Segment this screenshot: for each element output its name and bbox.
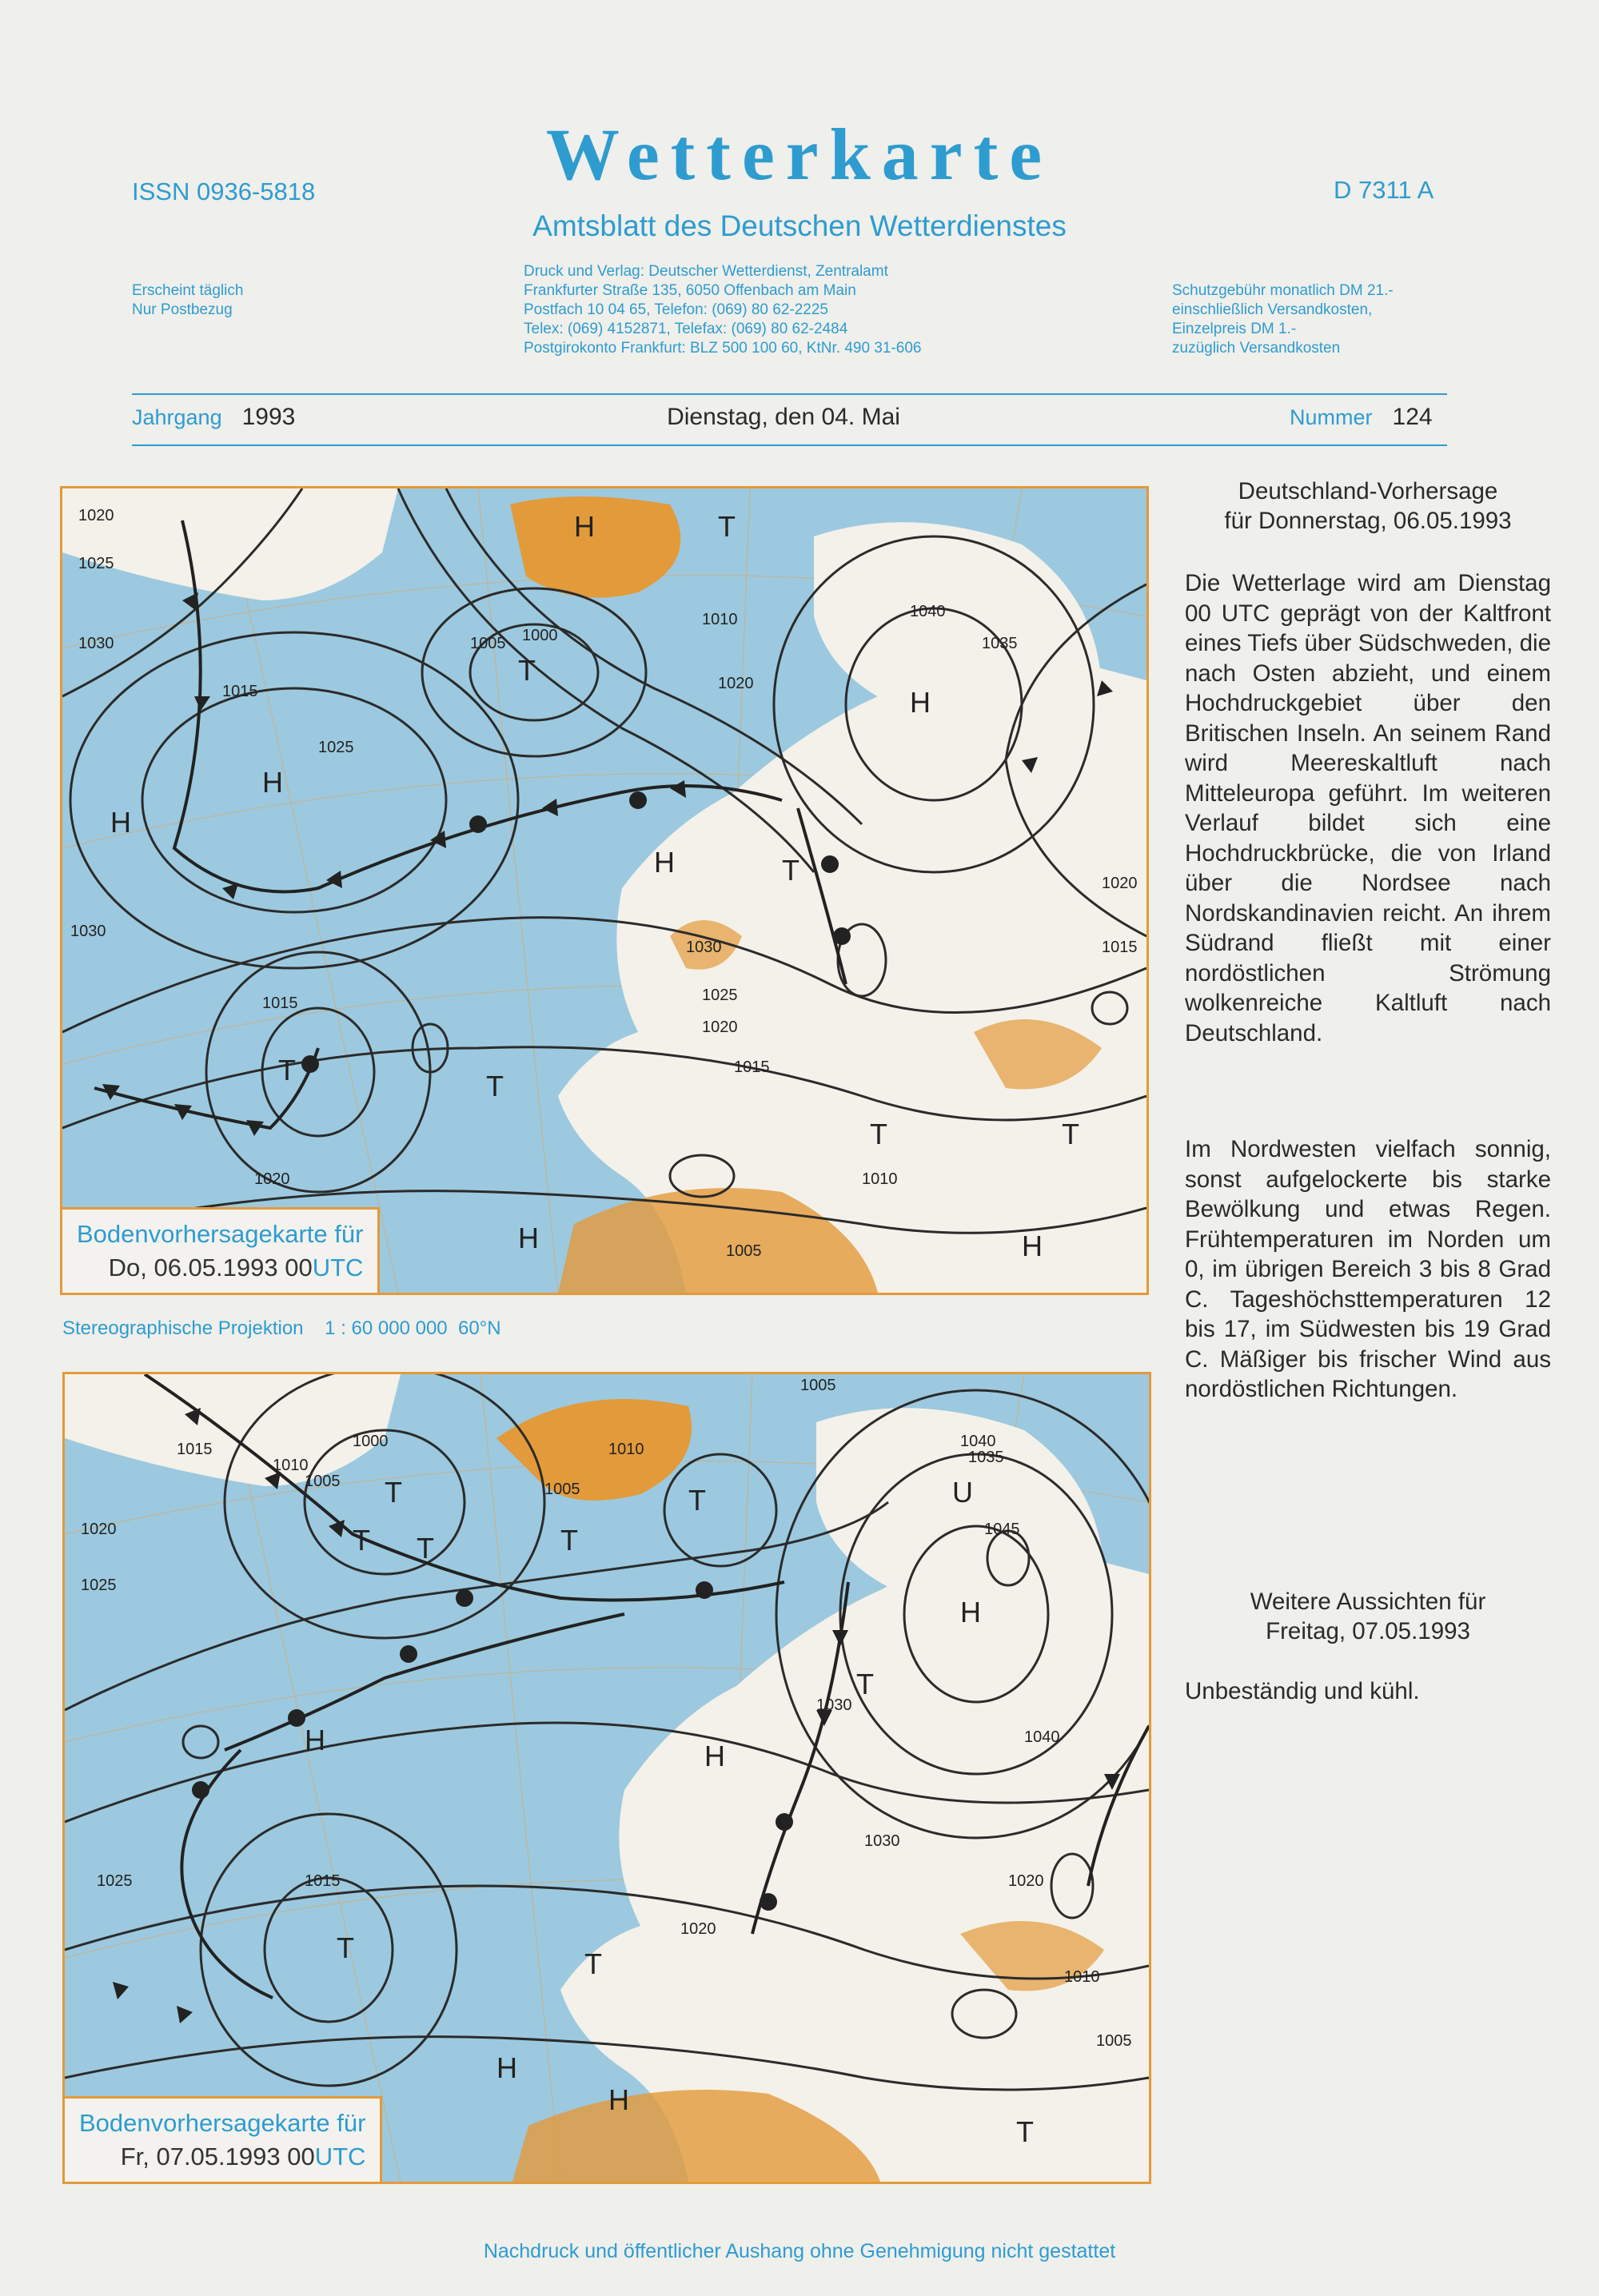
map-2-caption-title: Bodenvorhersagekarte für — [79, 2109, 366, 2137]
fee-line: Einzelpreis DM 1.- — [1172, 321, 1297, 337]
postal-code: D 7311 A — [1334, 176, 1434, 204]
svg-text:T: T — [870, 1118, 887, 1150]
svg-text:1020: 1020 — [254, 1170, 290, 1188]
svg-text:1015: 1015 — [1102, 939, 1138, 956]
svg-text:1000: 1000 — [353, 1433, 389, 1450]
svg-text:T: T — [518, 654, 536, 687]
map-2-caption — [65, 2096, 382, 2182]
number-field — [1290, 404, 1433, 431]
svg-text:1005: 1005 — [544, 1481, 580, 1498]
svg-text:1015: 1015 — [177, 1441, 213, 1458]
svg-text:H: H — [496, 2051, 517, 2084]
publisher-line: Postfach 10 04 65, Telefon: (069) 80 62-2225 — [524, 301, 828, 318]
svg-text:1025: 1025 — [78, 555, 114, 572]
map-1-graphic — [62, 488, 1146, 1293]
svg-text:T: T — [278, 1054, 296, 1086]
svg-text:1040: 1040 — [910, 603, 946, 620]
svg-text:H: H — [654, 846, 675, 879]
svg-text:T: T — [584, 1947, 602, 1980]
svg-text:H: H — [518, 1222, 539, 1254]
svg-text:1020: 1020 — [78, 507, 114, 524]
svg-text:T: T — [486, 1070, 504, 1102]
svg-text:T: T — [337, 1931, 354, 1964]
info-line: Erscheint täglich — [132, 282, 244, 299]
svg-text:1020: 1020 — [680, 1920, 716, 1938]
forecast-paragraph-1: Die Wetterlage wird am Dienstag 00 UTC geprägt von der Kaltfront eines Tiefs über Südschweden, die nach Osten abzieht, und einem Hochdruckgebiet über den Britischen Inseln. An seinem Rand wird Meereskaltluft nach Mitteleuropa geführt. Im weiteren Verlauf bildet sich eine Hochdruckbrücke, die von Irland über die Nordsee nach Nordskandinavien reicht. An ihrem Südrand fließt mit einer nordöstlichen Strömung wolkenreiche Kaltluft nach Deutschland. — [1185, 570, 1551, 1046]
svg-text:1025: 1025 — [318, 739, 354, 756]
svg-text:1025: 1025 — [81, 1577, 117, 1594]
divider — [132, 444, 1447, 446]
svg-text:1005: 1005 — [470, 635, 506, 652]
info-line: Nur Postbezug — [132, 301, 233, 318]
map-2-caption-utc: UTC — [314, 2143, 366, 2170]
svg-text:1030: 1030 — [816, 1696, 852, 1714]
fee-line: Schutzgebühr monatlich DM 21.- — [1172, 282, 1394, 299]
outlook-text: Unbeständig und kühl. — [1185, 1678, 1420, 1704]
map-1-caption-utc: UTC — [312, 1254, 364, 1282]
forecast-heading — [1185, 476, 1551, 536]
publisher-line: Postgirokonto Frankfurt: BLZ 500 100 60, KtNr. 490 31-606 — [524, 340, 922, 357]
svg-text:H: H — [574, 510, 595, 543]
svg-text:1030: 1030 — [70, 923, 106, 940]
number-label: Nummer — [1290, 405, 1373, 429]
svg-text:H: H — [608, 2083, 629, 2116]
newspaper-title: Wetterkarte — [545, 114, 1054, 195]
issn: ISSN 0936-5818 — [132, 177, 316, 205]
fee-line: einschließlich Versandkosten, — [1172, 301, 1373, 318]
divider — [132, 393, 1447, 395]
svg-text:H: H — [110, 806, 131, 839]
svg-text:T: T — [718, 510, 736, 543]
svg-text:1020: 1020 — [718, 675, 754, 692]
svg-text:1030: 1030 — [686, 939, 722, 956]
svg-text:1010: 1010 — [702, 611, 738, 628]
footer-notice: Nachdruck und öffentlicher Aushang ohne Genehmigung nicht gestattet — [483, 2240, 1116, 2262]
publisher-line: Frankfurter Straße 135, 6050 Offenbach am Main — [524, 282, 856, 299]
svg-text:1015: 1015 — [222, 683, 258, 700]
svg-text:1005: 1005 — [305, 1473, 341, 1490]
svg-text:1035: 1035 — [982, 635, 1018, 652]
svg-text:1015: 1015 — [305, 1872, 341, 1890]
map-2-graphic — [65, 1374, 1149, 2182]
svg-text:1040: 1040 — [960, 1433, 996, 1450]
issue-date: Dienstag, den 04. Mai — [667, 404, 900, 430]
svg-text:T: T — [560, 1524, 578, 1557]
svg-text:T: T — [782, 854, 800, 887]
svg-text:1025: 1025 — [702, 987, 738, 1004]
svg-text:1015: 1015 — [262, 995, 298, 1012]
svg-text:T: T — [353, 1524, 370, 1557]
publisher-line: Druck und Verlag: Deutscher Wetterdienst, Zentralamt — [524, 263, 888, 280]
svg-text:1025: 1025 — [97, 1872, 133, 1890]
svg-text:H: H — [704, 1740, 725, 1772]
svg-text:1005: 1005 — [800, 1377, 836, 1394]
svg-text:1005: 1005 — [1096, 2032, 1132, 2050]
forecast-paragraph-2: Im Nordwesten vielfach sonnig, sonst aufgelockerte bis starke Bewölkung und etwas Regen. Frühtemperaturen im Norden um 0, im übrigen Bereich 3 bis 8 Grad C. Tageshöchsttemperaturen 12 bis 17, im Südwesten bis 19 Grad C. Mäßiger bis frischer Wind aus nordöstlichen Richtungen. — [1185, 1136, 1551, 1402]
map-1-caption-date: Do, 06.05.1993 00 — [108, 1254, 313, 1282]
svg-text:H: H — [305, 1724, 325, 1756]
svg-text:T: T — [1016, 2115, 1034, 2148]
svg-text:1020: 1020 — [81, 1521, 117, 1538]
outlook-heading-title: Weitere Aussichten für — [1250, 1588, 1486, 1615]
forecast-map-2 — [62, 1372, 1151, 2184]
publication-info — [132, 281, 243, 320]
outlook-heading-date: Freitag, 07.05.1993 — [1266, 1618, 1470, 1644]
svg-text:1040: 1040 — [1024, 1728, 1060, 1746]
year-label: Jahrgang — [132, 405, 222, 429]
svg-text:H: H — [960, 1596, 981, 1628]
svg-text:1020: 1020 — [1008, 1872, 1044, 1890]
newspaper-subtitle: Amtsblatt des Deutschen Wetterdienstes — [532, 209, 1067, 242]
projection-note: Stereographische Projektion 1 : 60 000 000 60°N — [62, 1317, 501, 1339]
svg-text:1010: 1010 — [1064, 1968, 1100, 1986]
svg-text:T: T — [385, 1476, 402, 1509]
svg-text:1010: 1010 — [273, 1457, 309, 1474]
svg-text:H: H — [262, 766, 283, 799]
map-1-caption — [62, 1207, 380, 1293]
svg-text:1020: 1020 — [1102, 875, 1138, 892]
svg-text:T: T — [688, 1484, 706, 1517]
svg-text:1015: 1015 — [734, 1058, 770, 1076]
svg-text:1030: 1030 — [78, 635, 114, 652]
number-value: 124 — [1392, 404, 1433, 430]
fee-block — [1172, 281, 1394, 358]
svg-text:1035: 1035 — [968, 1449, 1004, 1466]
forecast-heading-date: für Donnerstag, 06.05.1993 — [1224, 508, 1512, 534]
svg-text:T: T — [417, 1532, 434, 1565]
year-value: 1993 — [241, 404, 296, 430]
svg-text:U: U — [952, 1476, 973, 1509]
forecast-heading-title: Deutschland-Vorhersage — [1238, 478, 1498, 504]
svg-text:1030: 1030 — [864, 1832, 900, 1850]
fee-line: zuzüglich Versandkosten — [1172, 340, 1341, 357]
publisher-line: Telex: (069) 4152871, Telefax: (069) 80 62-2484 — [524, 321, 848, 337]
map-2-caption-date: Fr, 07.05.1993 00 — [120, 2143, 315, 2170]
svg-text:1010: 1010 — [862, 1170, 898, 1188]
map-1-caption-title: Bodenvorhersagekarte für — [77, 1220, 364, 1248]
svg-text:1010: 1010 — [608, 1441, 644, 1458]
outlook-heading — [1185, 1587, 1551, 1646]
svg-text:1000: 1000 — [522, 627, 558, 644]
svg-text:1020: 1020 — [702, 1018, 738, 1036]
svg-text:H: H — [910, 686, 931, 719]
svg-text:H: H — [1022, 1230, 1043, 1262]
svg-text:1045: 1045 — [984, 1521, 1020, 1538]
svg-text:1005: 1005 — [726, 1242, 762, 1260]
publisher-block — [524, 262, 921, 358]
svg-text:T: T — [1062, 1118, 1079, 1150]
svg-text:T: T — [856, 1668, 874, 1700]
forecast-map-1 — [60, 486, 1149, 1295]
